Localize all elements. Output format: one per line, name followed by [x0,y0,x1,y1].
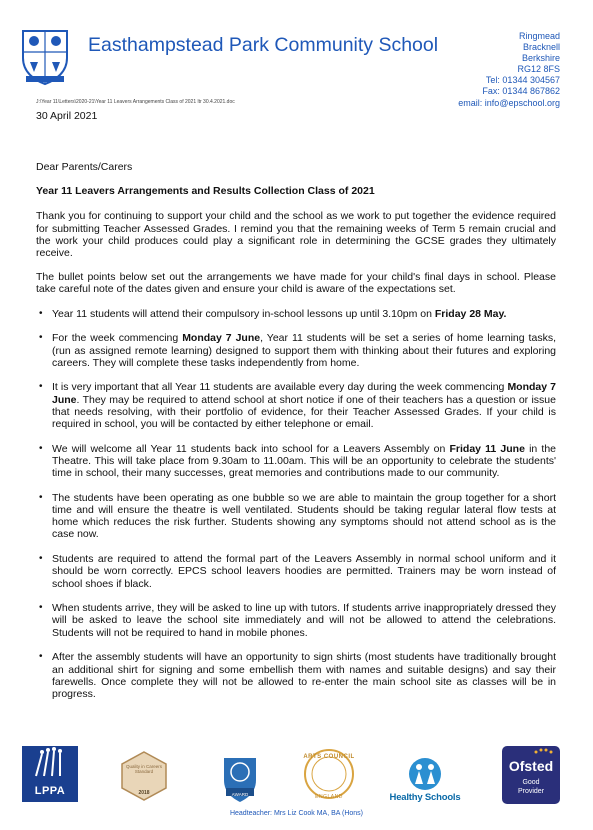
bullet-icon: • [39,491,43,503]
salutation: Dear Parents/Carers [36,161,133,173]
fax-line: Fax: 01344 867862 [482,86,560,97]
list-item: • Year 11 students will attend their compulsory in-school lessons up until 3.10pm on Friday 28 May. [39,307,507,320]
file-reference: J:\Year 11\Letters\2020-21\Year 11 Leavers Arrangements Class of 2021 ltr 30.4.2021.doc [36,99,235,105]
school-name: Easthampstead Park Community School [88,34,439,56]
accreditation-logos [0,740,593,810]
arrangements-list [36,308,556,701]
list-item: • The students have been operating as one bubble so we are able to maintain the group together for a short time and will ensure the theatre is well ventilated. Students should be taking regular lateral flow tests at home which reduces the risk further. Students showing any symptoms should not attend school as is the case now. [39,491,556,541]
ofsted-provider: Provider [517,788,545,795]
bullet-icon: • [39,332,43,344]
careers-standard-logo [118,750,170,802]
list-item: • We will welcome all Year 11 students back into school for a Leavers Assembly on Friday 11 June in the Theatre. This will take place from 9.30am to 11.00am. This will be an opportunity to celebrate the students' time in school, their many successes, great memories and contributions made to our community. [39,442,556,480]
careers-label: Quality in Careers Standard [125,764,162,774]
list-item: • After the assembly students will have an opportunity to sign shirts (most students have traditionally brought an additional shirt for signing and some embellish them with names and suitable designs) and say their farewells. Once complete they will not be allowed to re-enter the main school site as classes will be in progress. [39,651,556,700]
bullet-icon: • [39,651,43,663]
letter-date: 30 April 2021 [36,110,98,122]
list-item: • Students are required to attend the formal part of the Leavers Assembly in normal school uniform and it should be worn correctly. EPCS school leavers hoodies are permitted. Trainers may be worn instead of school shoes if black. [39,553,556,590]
award-logo [220,754,260,804]
bullet-icon: • [39,553,43,565]
address-line: Berkshire [521,53,560,64]
address-line: Ringmead [518,31,560,41]
intro-paragraph: Thank you for continuing to support your child and the school as we work to put together the evidence required for submitting Teacher Assessed Grades. I remind you that the remaining weeks of Term 5 remain crucial and the work your child produces could play a significant role in determining the GCSE grades they ultimately receive. [36,210,556,260]
healthy-schools-logo [385,754,465,804]
award-label: AWARD [231,792,249,797]
arts-council-label: ARTS COUNCIL [303,754,355,760]
letter-body [36,161,556,713]
address-line: Bracknell [522,42,560,53]
headteacher-line: Headteacher: Mrs Liz Cook MA, BA (Hons) [229,810,364,817]
ofsted-rating: Good [522,779,540,786]
school-address [458,31,560,109]
intro-paragraph: The bullet points below set out the arrangements we have made for your child's final days in school. Please take careful note of the dates given and ensure your child is aware of the expectations set. [36,271,556,296]
bullet-icon: • [39,307,43,319]
ofsted-logo [502,746,560,804]
email-line: email: info@epschool.org [458,97,560,108]
ofsted-label: Ofsted [508,758,554,774]
lppa-logo [22,746,78,802]
bullet-icon: • [39,602,43,614]
arts-council-logo [302,744,356,804]
letter-heading: Year 11 Leavers Arrangements and Results Collection Class of 2021 [36,185,375,198]
healthy-schools-label: Healthy Schools [389,792,461,803]
arts-england-label: ENGLAND [315,794,343,800]
bullet-icon: • [39,381,43,393]
address-line: RG12 8FS [517,64,560,75]
careers-year: 2018 [138,790,150,796]
lppa-label: LPPA [34,785,66,797]
lppa-figures-icon [22,746,78,784]
bullet-icon: • [39,442,43,454]
school-crest-icon [20,28,70,86]
list-item: • When students arrive, they will be asked to line up with tutors. If students arrive inappropriately dressed they will be asked to leave the school site immediately and will not be allowed to attend the celebrations. Students will not be required to hand in mobile phones. [39,602,556,639]
healthy-schools-figures-icon [385,754,465,792]
list-item: • For the week commencing Monday 7 June, Year 11 students will be set a series of home learning tasks, (run as assigned remote learning) designed to support them with thinking about their futures and exploring careers. They will complete these tasks independently from home. [39,332,556,369]
list-item: • It is very important that all Year 11 students are available every day during the week commencing Monday 7 June. They may be required to attend school at short notice if one of their teachers has a question or issue that needs resolving, with their portfolio of evidence, for their Teacher Assessed Grades. If your child is required in school, you will be contacted by either telephone or email. [39,381,556,431]
phone-line: Tel: 01344 304567 [485,75,560,86]
